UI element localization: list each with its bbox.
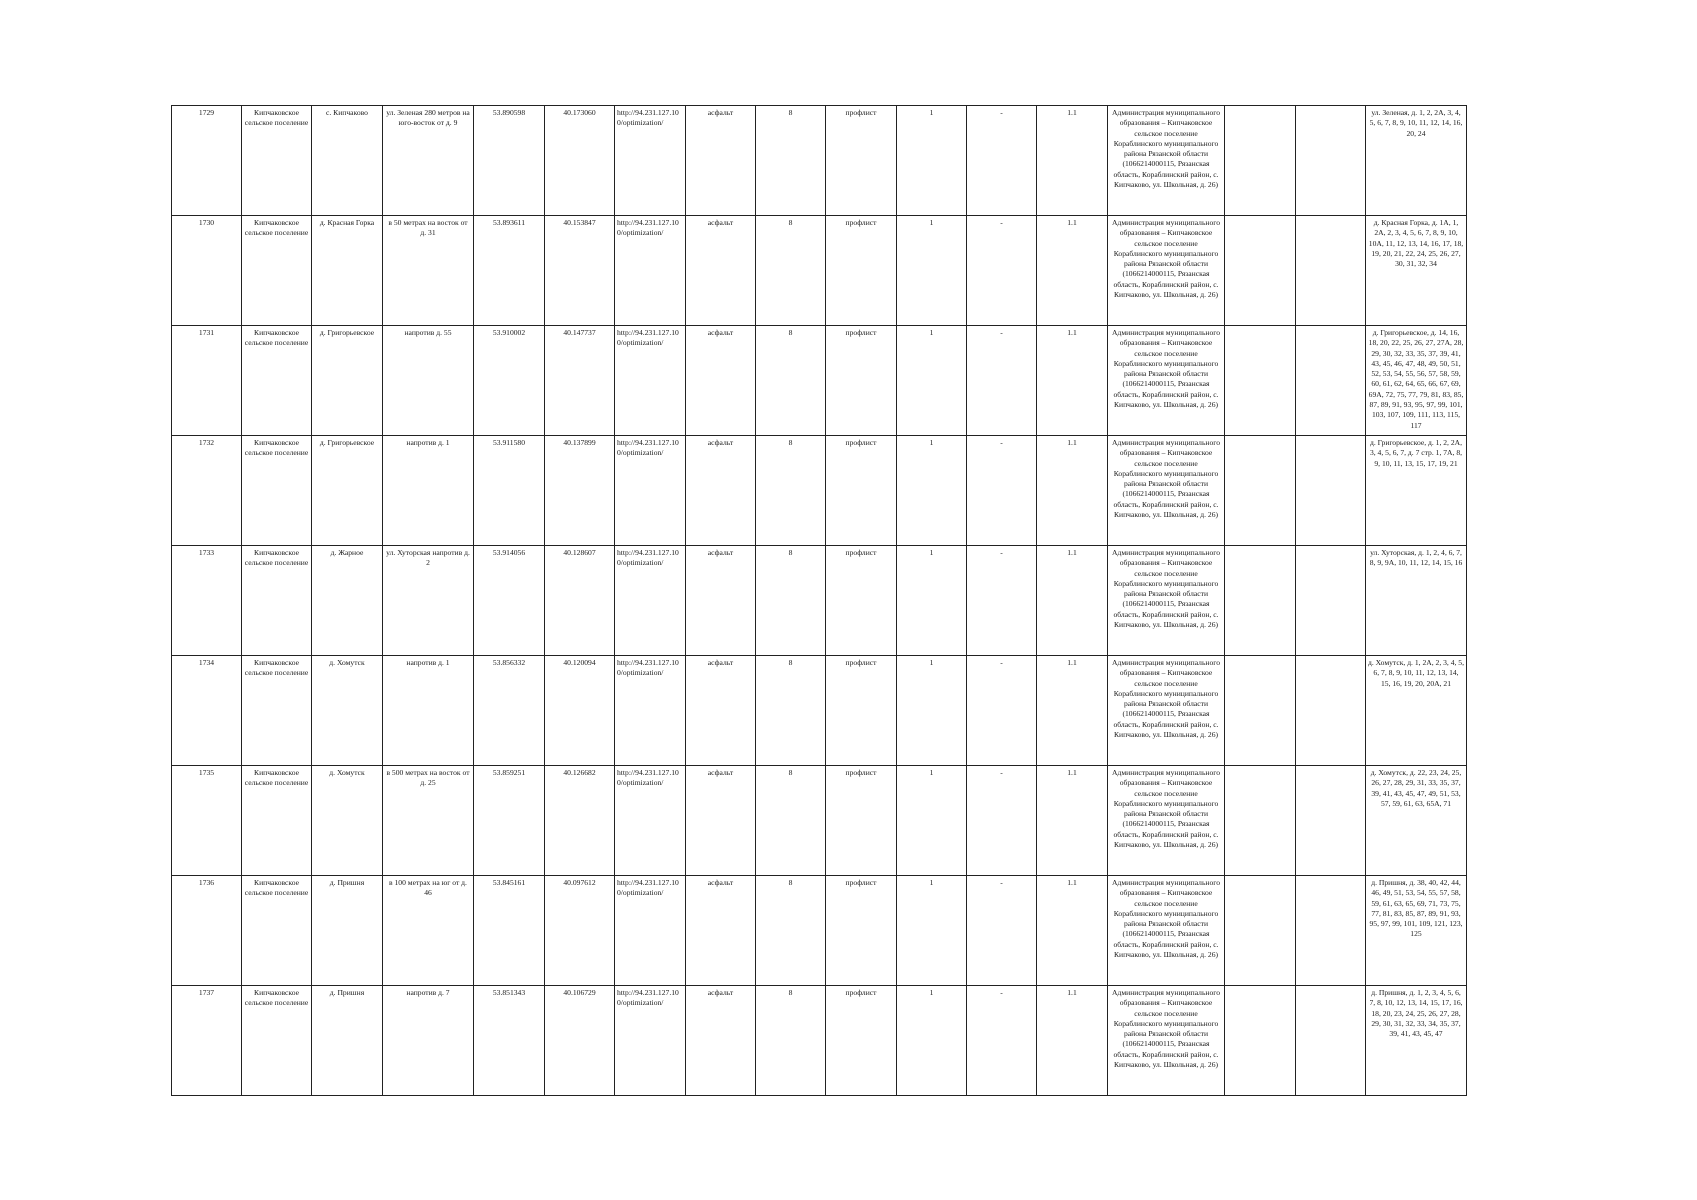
- surface-cell: асфальт: [686, 986, 756, 1096]
- capacity-cell: 1.1: [1037, 766, 1108, 876]
- row-number-cell: 1731: [172, 326, 242, 436]
- map-link-cell[interactable]: http://94.231.127.10 0/optimization/: [615, 326, 686, 436]
- area-cell: 8: [756, 656, 826, 766]
- dash-cell: -: [967, 216, 1037, 326]
- longitude-cell: 40.137899: [545, 436, 615, 546]
- location-cell: напротив д. 55: [383, 326, 474, 436]
- latitude-cell: 53.845161: [474, 876, 545, 986]
- registry-table: [171, 105, 1467, 1096]
- empty-cell: [1225, 656, 1296, 766]
- map-link-cell[interactable]: http://94.231.127.10 0/optimization/: [615, 436, 686, 546]
- locality-cell: д. Пришня: [312, 986, 383, 1096]
- empty-cell: [1296, 326, 1366, 436]
- settlement-cell: Кипчаковское сельское поселение: [242, 546, 312, 656]
- material-cell: профлист: [826, 986, 897, 1096]
- settlement-cell: Кипчаковское сельское поселение: [242, 656, 312, 766]
- dash-cell: -: [967, 436, 1037, 546]
- row-number-cell: 1732: [172, 436, 242, 546]
- empty-cell: [1296, 986, 1366, 1096]
- surface-cell: асфальт: [686, 106, 756, 216]
- latitude-cell: 53.859251: [474, 766, 545, 876]
- surface-cell: асфальт: [686, 766, 756, 876]
- dash-cell: -: [967, 106, 1037, 216]
- area-cell: 8: [756, 436, 826, 546]
- longitude-cell: 40.153847: [545, 216, 615, 326]
- row-number-cell: 1729: [172, 106, 242, 216]
- longitude-cell: 40.097612: [545, 876, 615, 986]
- capacity-cell: 1.1: [1037, 216, 1108, 326]
- surface-cell: асфальт: [686, 546, 756, 656]
- capacity-cell: 1.1: [1037, 326, 1108, 436]
- owner-cell: Администрация муниципального образования – Кипчаковское сельское поселение Кораблинского муниципального района Рязанской области (1066214000115, Рязанская область, Кораблинский район, с. Кипчаково, ул. Школьная, д. 26): [1108, 656, 1225, 766]
- containers-count-cell: 1: [897, 326, 967, 436]
- table-row: [172, 876, 1467, 986]
- area-cell: 8: [756, 326, 826, 436]
- containers-count-cell: 1: [897, 986, 967, 1096]
- table-row: [172, 986, 1467, 1096]
- capacity-cell: 1.1: [1037, 656, 1108, 766]
- surface-cell: асфальт: [686, 216, 756, 326]
- longitude-cell: 40.106729: [545, 986, 615, 1096]
- material-cell: профлист: [826, 546, 897, 656]
- area-cell: 8: [756, 216, 826, 326]
- material-cell: профлист: [826, 766, 897, 876]
- capacity-cell: 1.1: [1037, 436, 1108, 546]
- empty-cell: [1296, 216, 1366, 326]
- row-number-cell: 1730: [172, 216, 242, 326]
- row-number-cell: 1734: [172, 656, 242, 766]
- table-row: [172, 106, 1467, 216]
- dash-cell: -: [967, 766, 1037, 876]
- settlement-cell: Кипчаковское сельское поселение: [242, 436, 312, 546]
- surface-cell: асфальт: [686, 436, 756, 546]
- map-link-cell[interactable]: http://94.231.127.10 0/optimization/: [615, 216, 686, 326]
- longitude-cell: 40.120094: [545, 656, 615, 766]
- waste-sources-cell: д. Красная Горка, д. 1А, 1, 2А, 2, 3, 4, 5, 6, 7, 8, 9, 10, 10А, 11, 12, 13, 14, 16, 17, 18, 19, 20, 21, 22, 24, 25, 26, 27, 30, 31, 32, 34: [1366, 216, 1467, 326]
- capacity-cell: 1.1: [1037, 986, 1108, 1096]
- containers-count-cell: 1: [897, 766, 967, 876]
- material-cell: профлист: [826, 326, 897, 436]
- longitude-cell: 40.128607: [545, 546, 615, 656]
- map-link-cell[interactable]: http://94.231.127.10 0/optimization/: [615, 766, 686, 876]
- locality-cell: д. Хомутск: [312, 656, 383, 766]
- surface-cell: асфальт: [686, 656, 756, 766]
- material-cell: профлист: [826, 876, 897, 986]
- waste-sources-cell: д. Григорьевское, д. 14, 16, 18, 20, 22, 25, 26, 27, 27А, 28, 29, 30, 32, 33, 35, 37, 39, 41, 43, 45, 46, 47, 48, 49, 50, 51, 52, 53, 54, 55, 56, 57, 58, 59, 60, 61, 62, 64, 65, 66, 67, 69, 69А, 72, 75, 77, 79, 81, 83, 85, 87, 89, 91, 93, 95, 97, 99, 101, 103, 107, 109, 111, 113, 115, 117: [1366, 326, 1467, 436]
- table-row: [172, 326, 1467, 436]
- map-link-cell[interactable]: http://94.231.127.10 0/optimization/: [615, 106, 686, 216]
- locality-cell: д. Григорьевское: [312, 326, 383, 436]
- dash-cell: -: [967, 656, 1037, 766]
- capacity-cell: 1.1: [1037, 876, 1108, 986]
- settlement-cell: Кипчаковское сельское поселение: [242, 876, 312, 986]
- empty-cell: [1225, 546, 1296, 656]
- table-row: [172, 546, 1467, 656]
- owner-cell: Администрация муниципального образования – Кипчаковское сельское поселение Кораблинского муниципального района Рязанской области (1066214000115, Рязанская область, Кораблинский район, с. Кипчаково, ул. Школьная, д. 26): [1108, 876, 1225, 986]
- locality-cell: с. Кипчаково: [312, 106, 383, 216]
- map-link-cell[interactable]: http://94.231.127.10 0/optimization/: [615, 546, 686, 656]
- empty-cell: [1225, 106, 1296, 216]
- empty-cell: [1296, 876, 1366, 986]
- containers-count-cell: 1: [897, 106, 967, 216]
- location-cell: ул. Зеленая 280 метров на юго-восток от д. 9: [383, 106, 474, 216]
- containers-count-cell: 1: [897, 216, 967, 326]
- waste-sources-cell: д. Пришня, д. 1, 2, 3, 4, 5, 6, 7, 8, 10, 12, 13, 14, 15, 17, 16, 18, 20, 23, 24, 25, 26, 27, 28, 29, 30, 31, 32, 33, 34, 35, 37, 39, 41, 43, 45, 47: [1366, 986, 1467, 1096]
- containers-count-cell: 1: [897, 876, 967, 986]
- owner-cell: Администрация муниципального образования – Кипчаковское сельское поселение Кораблинского муниципального района Рязанской области (1066214000115, Рязанская область, Кораблинский район, с. Кипчаково, ул. Школьная, д. 26): [1108, 106, 1225, 216]
- location-cell: напротив д. 7: [383, 986, 474, 1096]
- empty-cell: [1296, 546, 1366, 656]
- owner-cell: Администрация муниципального образования – Кипчаковское сельское поселение Кораблинского муниципального района Рязанской области (1066214000115, Рязанская область, Кораблинский район, с. Кипчаково, ул. Школьная, д. 26): [1108, 546, 1225, 656]
- row-number-cell: 1733: [172, 546, 242, 656]
- owner-cell: Администрация муниципального образования – Кипчаковское сельское поселение Кораблинского муниципального района Рязанской области (1066214000115, Рязанская область, Кораблинский район, с. Кипчаково, ул. Школьная, д. 26): [1108, 326, 1225, 436]
- settlement-cell: Кипчаковское сельское поселение: [242, 986, 312, 1096]
- empty-cell: [1225, 986, 1296, 1096]
- settlement-cell: Кипчаковское сельское поселение: [242, 766, 312, 876]
- locality-cell: д. Жарное: [312, 546, 383, 656]
- capacity-cell: 1.1: [1037, 546, 1108, 656]
- containers-count-cell: 1: [897, 436, 967, 546]
- settlement-cell: Кипчаковское сельское поселение: [242, 326, 312, 436]
- empty-cell: [1296, 106, 1366, 216]
- latitude-cell: 53.910002: [474, 326, 545, 436]
- containers-count-cell: 1: [897, 656, 967, 766]
- row-number-cell: 1737: [172, 986, 242, 1096]
- table-row: [172, 766, 1467, 876]
- area-cell: 8: [756, 766, 826, 876]
- table-row: [172, 436, 1467, 546]
- row-number-cell: 1735: [172, 766, 242, 876]
- location-cell: в 50 метрах на восток от д. 31: [383, 216, 474, 326]
- table-row: [172, 656, 1467, 766]
- waste-sources-cell: д. Хомутск, д. 22, 23, 24, 25, 26, 27, 28, 29, 31, 33, 35, 37, 39, 41, 43, 45, 47, 49, 51, 53, 57, 59, 61, 63, 65А, 71: [1366, 766, 1467, 876]
- locality-cell: д. Красная Горка: [312, 216, 383, 326]
- material-cell: профлист: [826, 436, 897, 546]
- waste-sources-cell: ул. Зеленая, д. 1, 2, 2А, 3, 4, 5, 6, 7, 8, 9, 10, 11, 12, 14, 16, 20, 24: [1366, 106, 1467, 216]
- row-number-cell: 1736: [172, 876, 242, 986]
- settlement-cell: Кипчаковское сельское поселение: [242, 216, 312, 326]
- material-cell: профлист: [826, 656, 897, 766]
- waste-sources-cell: ул. Хуторская, д. 1, 2, 4, 6, 7, 8, 9, 9А, 10, 11, 12, 14, 15, 16: [1366, 546, 1467, 656]
- settlement-cell: Кипчаковское сельское поселение: [242, 106, 312, 216]
- table-row: [172, 216, 1467, 326]
- longitude-cell: 40.147737: [545, 326, 615, 436]
- area-cell: 8: [756, 876, 826, 986]
- latitude-cell: 53.911580: [474, 436, 545, 546]
- latitude-cell: 53.851343: [474, 986, 545, 1096]
- latitude-cell: 53.893611: [474, 216, 545, 326]
- latitude-cell: 53.914056: [474, 546, 545, 656]
- area-cell: 8: [756, 546, 826, 656]
- location-cell: в 100 метрах на юг от д. 46: [383, 876, 474, 986]
- waste-sources-cell: д. Хомутск, д. 1, 2А, 2, 3, 4, 5, 6, 7, 8, 9, 10, 11, 12, 13, 14, 15, 16, 19, 20, 20А, 21: [1366, 656, 1467, 766]
- latitude-cell: 53.856332: [474, 656, 545, 766]
- owner-cell: Администрация муниципального образования – Кипчаковское сельское поселение Кораблинского муниципального района Рязанской области (1066214000115, Рязанская область, Кораблинский район, с. Кипчаково, ул. Школьная, д. 26): [1108, 436, 1225, 546]
- empty-cell: [1296, 656, 1366, 766]
- material-cell: профлист: [826, 106, 897, 216]
- dash-cell: -: [967, 326, 1037, 436]
- latitude-cell: 53.890598: [474, 106, 545, 216]
- area-cell: 8: [756, 986, 826, 1096]
- empty-cell: [1225, 326, 1296, 436]
- location-cell: ул. Хуторская напротив д. 2: [383, 546, 474, 656]
- map-link-cell[interactable]: http://94.231.127.10 0/optimization/: [615, 986, 686, 1096]
- owner-cell: Администрация муниципального образования – Кипчаковское сельское поселение Кораблинского муниципального района Рязанской области (1066214000115, Рязанская область, Кораблинский район, с. Кипчаково, ул. Школьная, д. 26): [1108, 986, 1225, 1096]
- dash-cell: -: [967, 876, 1037, 986]
- waste-sources-cell: д. Пришня, д. 38, 40, 42, 44, 46, 49, 51, 53, 54, 55, 57, 58, 59, 61, 63, 65, 69, 71, 73, 75, 77, 81, 83, 85, 87, 89, 91, 93, 95, 97, 99, 101, 109, 121, 123, 125: [1366, 876, 1467, 986]
- dash-cell: -: [967, 546, 1037, 656]
- location-cell: напротив д. 1: [383, 436, 474, 546]
- capacity-cell: 1.1: [1037, 106, 1108, 216]
- location-cell: напротив д. 1: [383, 656, 474, 766]
- waste-sources-cell: д. Григорьевское, д. 1, 2, 2А, 3, 4, 5, 6, 7, д. 7 стр. 1, 7А, 8, 9, 10, 11, 13, 15, 17, 19, 21: [1366, 436, 1467, 546]
- locality-cell: д. Хомутск: [312, 766, 383, 876]
- longitude-cell: 40.126682: [545, 766, 615, 876]
- map-link-cell[interactable]: http://94.231.127.10 0/optimization/: [615, 876, 686, 986]
- empty-cell: [1296, 436, 1366, 546]
- empty-cell: [1225, 216, 1296, 326]
- empty-cell: [1225, 436, 1296, 546]
- longitude-cell: 40.173060: [545, 106, 615, 216]
- owner-cell: Администрация муниципального образования – Кипчаковское сельское поселение Кораблинского муниципального района Рязанской области (1066214000115, Рязанская область, Кораблинский район, с. Кипчаково, ул. Школьная, д. 26): [1108, 216, 1225, 326]
- empty-cell: [1225, 876, 1296, 986]
- locality-cell: д. Пришня: [312, 876, 383, 986]
- owner-cell: Администрация муниципального образования – Кипчаковское сельское поселение Кораблинского муниципального района Рязанской области (1066214000115, Рязанская область, Кораблинский район, с. Кипчаково, ул. Школьная, д. 26): [1108, 766, 1225, 876]
- area-cell: 8: [756, 106, 826, 216]
- containers-count-cell: 1: [897, 546, 967, 656]
- location-cell: в 500 метрах на восток от д. 25: [383, 766, 474, 876]
- surface-cell: асфальт: [686, 876, 756, 986]
- locality-cell: д. Григорьевское: [312, 436, 383, 546]
- table-body: [172, 106, 1467, 1096]
- surface-cell: асфальт: [686, 326, 756, 436]
- empty-cell: [1296, 766, 1366, 876]
- empty-cell: [1225, 766, 1296, 876]
- material-cell: профлист: [826, 216, 897, 326]
- dash-cell: -: [967, 986, 1037, 1096]
- map-link-cell[interactable]: http://94.231.127.10 0/optimization/: [615, 656, 686, 766]
